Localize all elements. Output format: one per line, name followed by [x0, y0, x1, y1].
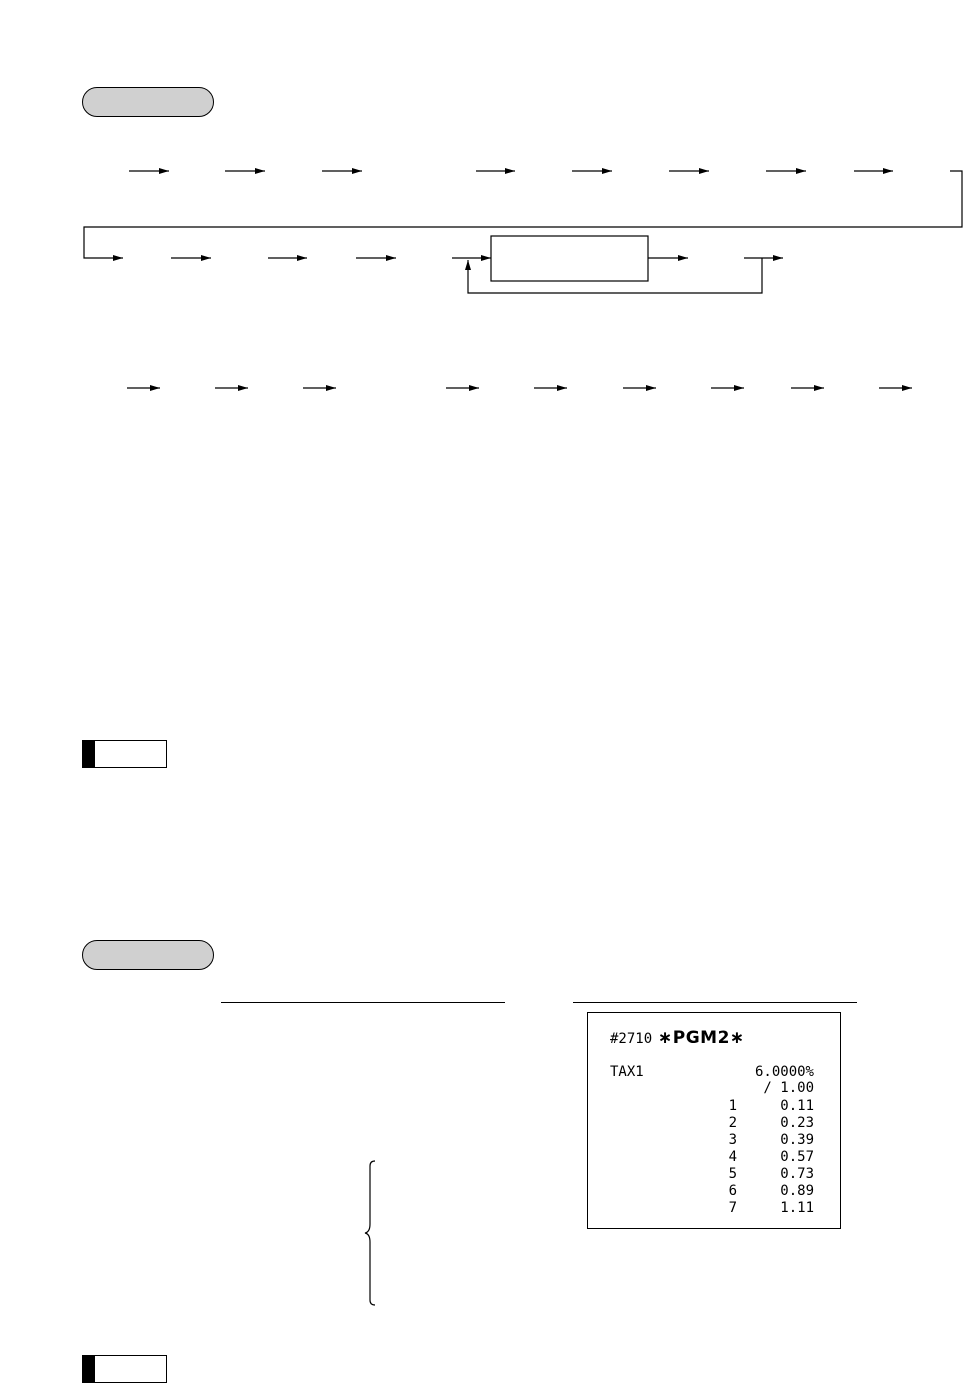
tax-rate: 6.0000%	[754, 1064, 814, 1080]
repeat-block	[491, 236, 648, 281]
tax-table-row	[588, 1149, 840, 1166]
print-column-rule	[573, 1002, 857, 1003]
tax-table-row	[588, 1098, 840, 1115]
row-amount: 0.73	[780, 1166, 814, 1182]
repeat-brace	[364, 1160, 378, 1306]
row-amount: 0.57	[780, 1149, 814, 1165]
receipt-number: #2710	[610, 1031, 653, 1047]
tax-label: TAX1	[610, 1064, 644, 1080]
tax-table-row	[588, 1183, 840, 1200]
tax-table-row	[588, 1132, 840, 1149]
row-index: 7	[728, 1200, 737, 1216]
tax-table-rows	[588, 1098, 840, 1217]
row-index: 2	[728, 1115, 737, 1131]
row-amount: 0.89	[780, 1183, 814, 1199]
row-index: 4	[728, 1149, 737, 1165]
tax-lower-limit: / 1.00	[763, 1080, 814, 1096]
flow-row-2-arrows	[171, 258, 783, 293]
program-mode-label: ∗PGM2∗	[658, 1028, 745, 1048]
row-amount: 0.11	[780, 1098, 814, 1114]
row-index: 1	[728, 1098, 737, 1114]
note-box-bottom	[82, 1355, 167, 1383]
row-amount: 0.23	[780, 1115, 814, 1131]
receipt-printout	[587, 1012, 841, 1229]
tax-table-row	[588, 1200, 840, 1217]
example-section-pill	[82, 940, 214, 970]
tax-table-row	[588, 1166, 840, 1183]
tax-table-row	[588, 1115, 840, 1132]
row-index: 3	[728, 1132, 737, 1148]
note-box-bottom-tab	[83, 1356, 95, 1382]
row-amount: 1.11	[780, 1200, 814, 1216]
note-box	[82, 740, 167, 768]
key-sequence-flowchart	[0, 0, 971, 420]
row-amount: 0.39	[780, 1132, 814, 1148]
row-index: 6	[728, 1183, 737, 1199]
note-box-tab	[83, 741, 95, 767]
row-index: 5	[728, 1166, 737, 1182]
key-operation-column-rule	[221, 1002, 505, 1003]
